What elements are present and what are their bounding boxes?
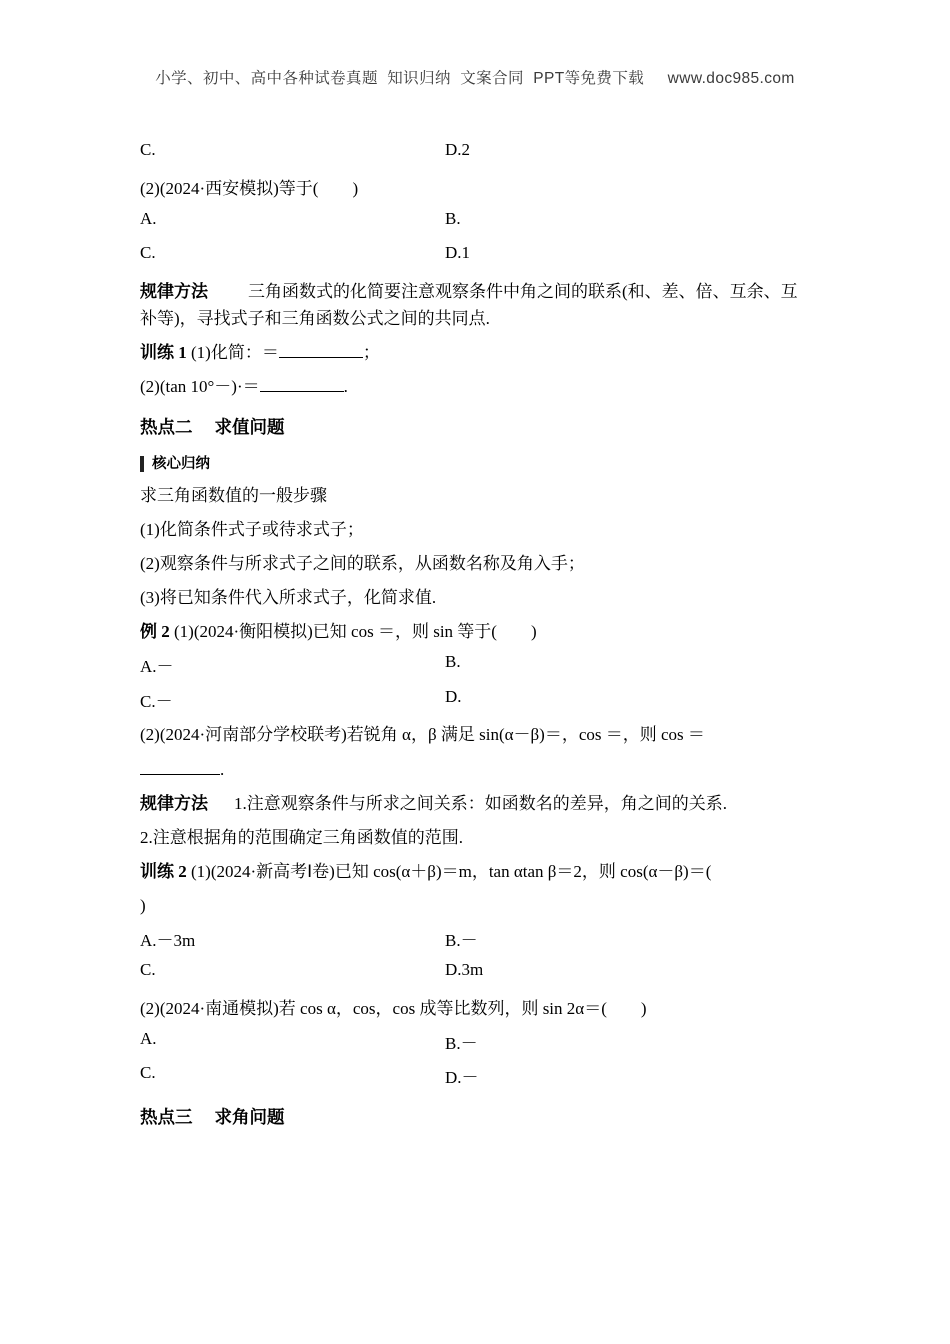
answer-row-ab1 <box>140 209 812 237</box>
training-1-text: (1)化简：＝ <box>191 343 279 363</box>
option-d: D. <box>445 686 462 706</box>
option-c: C. <box>140 243 156 263</box>
training-2-line-2: ) <box>140 895 146 915</box>
training-1-end-2: . <box>343 377 348 397</box>
example-2-text: (1)(2024·衡阳模拟)已知 cos ＝，则 sin 等于( ) <box>174 622 537 642</box>
training-1-label: 训练 1 <box>140 343 187 363</box>
question-1-2: (2)(2024·西安模拟)等于( ) <box>140 178 359 198</box>
method-block-2 <box>140 790 812 818</box>
option-b: B. <box>445 652 461 672</box>
step-1: (1)化简条件式子或待求式子； <box>140 520 364 540</box>
option-a: A. <box>140 1028 157 1048</box>
training-1-line-2 <box>140 373 812 401</box>
blank-line <box>279 341 363 358</box>
training-2-line-1 <box>140 858 812 886</box>
example-2-line <box>140 618 812 646</box>
method-text-2: 1.注意观察条件与所求之间关系：如函数名的差异，角之间的关系. <box>234 793 727 813</box>
document-body <box>140 140 812 1138</box>
example-2-question-2: (2)(2024·河南部分学校联考)若锐角 α，β 满足 sin(α－β)＝，cos ＝，则 cos ＝ <box>140 725 705 745</box>
hotspot-3-title: 热点三 <box>140 1107 193 1128</box>
answer-row-cd3 <box>140 960 812 988</box>
core-summary-wrapper <box>140 448 812 483</box>
option-c: C. <box>140 1063 156 1083</box>
training-2-label: 训练 2 <box>140 861 187 881</box>
option-a: A.－3m <box>140 930 196 950</box>
training-1-end: ； <box>362 343 380 363</box>
training-2-question-2: (2)(2024·南通模拟)若 cos α，cos，cos 成等比数列，则 sin 2α＝( ) <box>140 998 647 1018</box>
hotspot-3-name: 求角问题 <box>214 1107 285 1128</box>
example-2-label: 例 2 <box>140 622 170 642</box>
steps-title: 求三角函数值的一般步骤 <box>140 486 327 506</box>
step-3: (3)将已知条件代入所求式子，化简求值. <box>140 588 437 608</box>
option-b: B.－ <box>445 930 478 950</box>
method-label-1: 规律方法 <box>140 281 208 301</box>
core-summary-tag: 核心归纳 <box>140 456 210 473</box>
answer-row-ab3 <box>140 926 812 954</box>
method-text-2b: 2.注意根据角的范围确定三角函数值的范围. <box>140 827 463 847</box>
training-2-text: (1)(2024·新高考Ⅰ卷)已知 cos(α＋β)＝m，tan αtan β＝2，则 cos(α－β)＝( <box>191 861 712 881</box>
example-2-question-2-blank <box>140 756 812 784</box>
example-2-q2-end: . <box>220 759 225 779</box>
training-1-line-1 <box>140 339 812 367</box>
step-2: (2)观察条件与所求式子之间的联系，从函数名称及角入手； <box>140 554 585 574</box>
option-d: D.2 <box>445 140 471 159</box>
method-block-1 <box>140 278 812 333</box>
answer-row-ab4 <box>140 1029 812 1057</box>
option-d: D.1 <box>445 243 471 263</box>
option-d: D.－ <box>445 1068 479 1088</box>
training-1-text-2: (2)(tan 10°－)·＝ <box>140 377 260 397</box>
option-c: C.－ <box>140 691 173 711</box>
answer-row-ab2 <box>140 652 812 680</box>
option-a: A.－ <box>140 657 174 677</box>
option-c: C. <box>140 140 156 159</box>
answer-row-cd4 <box>140 1063 812 1091</box>
hotspot-3-heading <box>140 1104 812 1129</box>
hotspot-2-title: 热点二 <box>140 416 193 437</box>
answer-row-cd1 <box>140 243 812 271</box>
answer-row-cd2 <box>140 140 812 168</box>
method-label-2: 规律方法 <box>140 793 208 813</box>
option-d: D.3m <box>445 960 484 980</box>
watermark-text: 小学、初中、高中各种试卷真题 知识归纳 文案合同 PPT等免费下载 www.doc985.com <box>155 70 795 87</box>
answer-row-cd2b <box>140 687 812 715</box>
blank-line <box>260 375 344 392</box>
blank-line <box>140 757 220 774</box>
option-c: C. <box>140 960 156 980</box>
option-b: B.－ <box>445 1033 478 1053</box>
option-b: B. <box>445 208 461 228</box>
hotspot-2-heading <box>140 414 812 439</box>
option-a: A. <box>140 208 157 228</box>
hotspot-2-name: 求值问题 <box>214 416 285 437</box>
method-text-1: 三角函数式的化简要注意观察条件中角之间的联系(和、差、倍、互余、互补等)，寻找式子和三角函数公式之间的共同点. <box>140 281 798 329</box>
